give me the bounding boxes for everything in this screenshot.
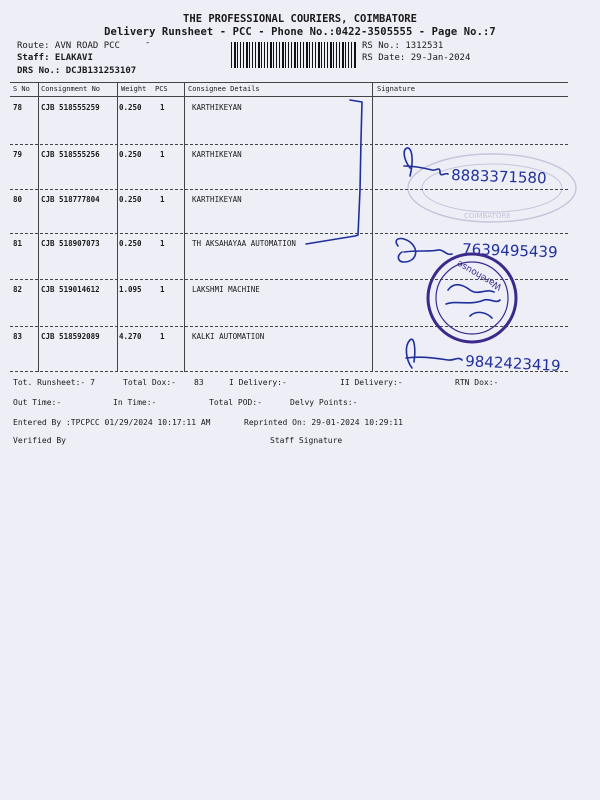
ii-delivery: II Delivery:- xyxy=(340,378,403,387)
row-consignee: KARTHIKEYAN xyxy=(192,150,242,159)
col-header-consignee: Consignee Details xyxy=(188,85,260,93)
row-sno: 83 xyxy=(13,332,23,341)
total-dox-label: Total Dox:- xyxy=(123,378,176,387)
entered-by: Entered By :TPCPCC 01/29/2024 10:17:11 AM xyxy=(13,418,211,427)
col-header-weight: Weight xyxy=(121,85,147,93)
row-consignee: KARTHIKEYAN xyxy=(192,103,242,112)
bracket-mark xyxy=(306,100,362,244)
row-sno: 80 xyxy=(13,195,23,204)
row-weight: 0.250 xyxy=(119,150,142,159)
drs-number: DRS No.: DCJB131253107 xyxy=(17,66,137,76)
out-time: Out Time:- xyxy=(13,398,62,407)
rs-date: RS Date: 29-Jan-2024 xyxy=(362,53,471,63)
row-pcs: 1 xyxy=(160,195,165,204)
header-marker: - xyxy=(145,38,151,48)
col-header-sno: S No xyxy=(13,85,30,93)
route-label: Route: AVN ROAD PCC xyxy=(17,41,120,51)
verified-by: Verified By xyxy=(13,436,66,445)
row-pcs: 1 xyxy=(160,150,165,159)
faded-stamp-text: COIMBATORE xyxy=(464,212,511,220)
row-weight: 4.270 xyxy=(119,332,142,341)
row-consignment: CJB 518555256 xyxy=(41,150,100,159)
total-dox-value: 83 xyxy=(194,378,204,387)
phone-79: 8883371580 xyxy=(450,166,547,188)
company-title: THE PROFESSIONAL COURIERS, COIMBATORE xyxy=(183,13,417,25)
row-sno: 79 xyxy=(13,150,23,159)
runsheet-subtitle: Delivery Runsheet - PCC - Phone No.:0422-3505555 - Page No.:7 xyxy=(104,26,496,38)
row-sno: 82 xyxy=(13,285,23,294)
total-pod: Total POD:- xyxy=(209,398,262,407)
row-consignment: CJB 518777804 xyxy=(41,195,100,204)
row-consignee: LAKSHMI MACHINE xyxy=(192,285,260,294)
row-consignee: TH AKSAHAYAA AUTOMATION xyxy=(192,239,296,248)
i-delivery: I Delivery:- xyxy=(229,378,287,387)
signature-81 xyxy=(396,239,452,262)
row-weight: 1.095 xyxy=(119,285,142,294)
delvy-points: Delvy Points:- xyxy=(290,398,358,407)
row-weight: 0.250 xyxy=(119,239,142,248)
in-time: In Time:- xyxy=(113,398,157,407)
row-pcs: 1 xyxy=(160,332,165,341)
row-consignment: CJB 518907073 xyxy=(41,239,100,248)
row-consignment: CJB 519014612 xyxy=(41,285,100,294)
col-header-consignment: Consignment No xyxy=(41,85,101,93)
row-pcs: 1 xyxy=(160,103,165,112)
stamp-text: Warehouse xyxy=(455,257,504,292)
row-consignment: CJB 518555259 xyxy=(41,103,100,112)
reprinted-on: Reprinted On: 29-01-2024 10:29:11 xyxy=(244,418,403,427)
phone-83: 9842423419 xyxy=(464,352,562,375)
signature-83 xyxy=(406,339,462,368)
row-weight: 0.250 xyxy=(119,103,142,112)
row-pcs: 1 xyxy=(160,285,165,294)
staff-label: Staff: ELAKAVI xyxy=(17,53,93,63)
col-header-pcs: PCS xyxy=(155,85,168,93)
col-header-signature: Signature xyxy=(377,85,415,93)
phone-81: 7639495439 xyxy=(461,240,558,262)
row-pcs: 1 xyxy=(160,239,165,248)
staff-signature: Staff Signature xyxy=(270,436,343,445)
row-consignee: KALKI AUTOMATION xyxy=(192,332,265,341)
tot-runsheet: Tot. Runsheet:- 7 xyxy=(13,378,95,387)
rs-number: RS No.: 1312531 xyxy=(362,41,444,51)
row-sno: 78 xyxy=(13,103,23,112)
row-consignment: CJB 518592089 xyxy=(41,332,100,341)
rtn-dox: RTN Dox:- xyxy=(455,378,499,387)
warehouse-stamp xyxy=(428,254,516,342)
row-weight: 0.250 xyxy=(119,195,142,204)
faded-stamp xyxy=(408,154,576,222)
row-sno: 81 xyxy=(13,239,23,248)
row-consignee: KARTHIKEYAN xyxy=(192,195,242,204)
